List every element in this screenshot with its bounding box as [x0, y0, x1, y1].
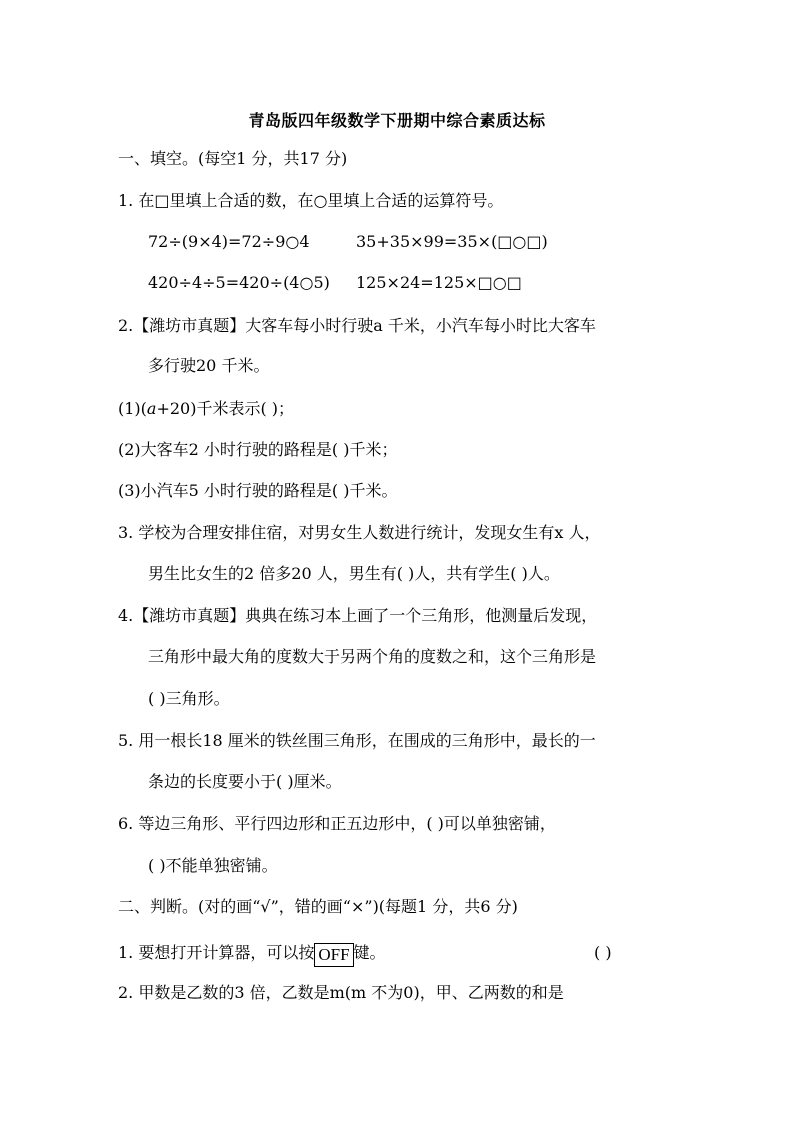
q1-stem: 1. 在□里填上合适的数，在○里填上合适的运算符号。	[118, 191, 504, 210]
q2-sub3: (3)小汽车5 小时行驶的路程是( )千米。	[118, 481, 398, 500]
s2-q1-answer-blank: ( )	[594, 943, 612, 962]
q2-sub1-prefix: (1)(	[118, 399, 147, 418]
s2-q2-line1: 2. 甲数是乙数的3 倍，乙数是m(m 不为0)，甲、乙两数的和是	[118, 983, 564, 1002]
q2-sub1	[118, 398, 294, 420]
q2-stem-line1: 2.【潍坊市真题】大客车每小时行驶a 千米，小汽车每小时比大客车	[118, 316, 596, 335]
q1-equations-row2	[148, 272, 522, 294]
q2-sub2: (2)大客车2 小时行驶的路程是( )千米；	[118, 440, 398, 459]
q4-line1: 4.【潍坊市真题】典典在练习本上画了一个三角形，他测量后发现，	[118, 606, 598, 625]
q6-line2: ( )不能单独密铺。	[148, 856, 278, 875]
s2-q1	[118, 942, 386, 967]
q1-equations-row1	[148, 231, 548, 253]
s2-q1-prefix: 1. 要想打开计算器，可以按	[118, 943, 315, 962]
q1-eq1b: 35+35×99=35×(□○□)	[356, 232, 548, 251]
page-title: 青岛版四年级数学下册期中综合素质达标	[248, 111, 546, 130]
q3-line2: 男生比女生的2 倍多20 人，男生有( )人，共有学生( )人。	[148, 564, 560, 583]
s2-q1-suffix: 键。	[353, 943, 386, 962]
q4-line3: ( )三角形。	[148, 689, 230, 708]
q5-line1: 5. 用一根长18 厘米的铁丝围三角形，在围成的三角形中，最长的一	[118, 731, 596, 750]
section1-heading: 一、填空。(每空1 分，共17 分)	[118, 149, 348, 168]
q3-line1: 3. 学校为合理安排住宿，对男女生人数进行统计，发现女生有x 人，	[118, 523, 601, 542]
section2-heading: 二、判断。(对的画“√”，错的画“×”)(每题1 分，共6 分)	[118, 897, 518, 916]
q1-eq2b: 125×24=125×□○□	[356, 273, 522, 292]
q4-line2: 三角形中最大角的度数大于另两个角的度数之和，这个三角形是	[148, 647, 597, 666]
q2-sub1-var: a	[146, 399, 157, 418]
q1-eq2a: 420÷4÷5=420÷(4○5)	[148, 273, 330, 292]
q6-line1: 6. 等边三角形、平行四边形和正五边形中，( )可以单独密铺，	[118, 814, 556, 833]
q5-line2: 条边的长度要小于( )厘米。	[148, 772, 342, 791]
off-key-box: OFF	[314, 943, 353, 967]
q2-stem-line2: 多行驶20 千米。	[148, 356, 270, 375]
q1-eq1a: 72÷(9×4)=72÷9○4	[148, 232, 310, 251]
q2-sub1-suffix: +20)千米表示( )；	[156, 399, 295, 418]
